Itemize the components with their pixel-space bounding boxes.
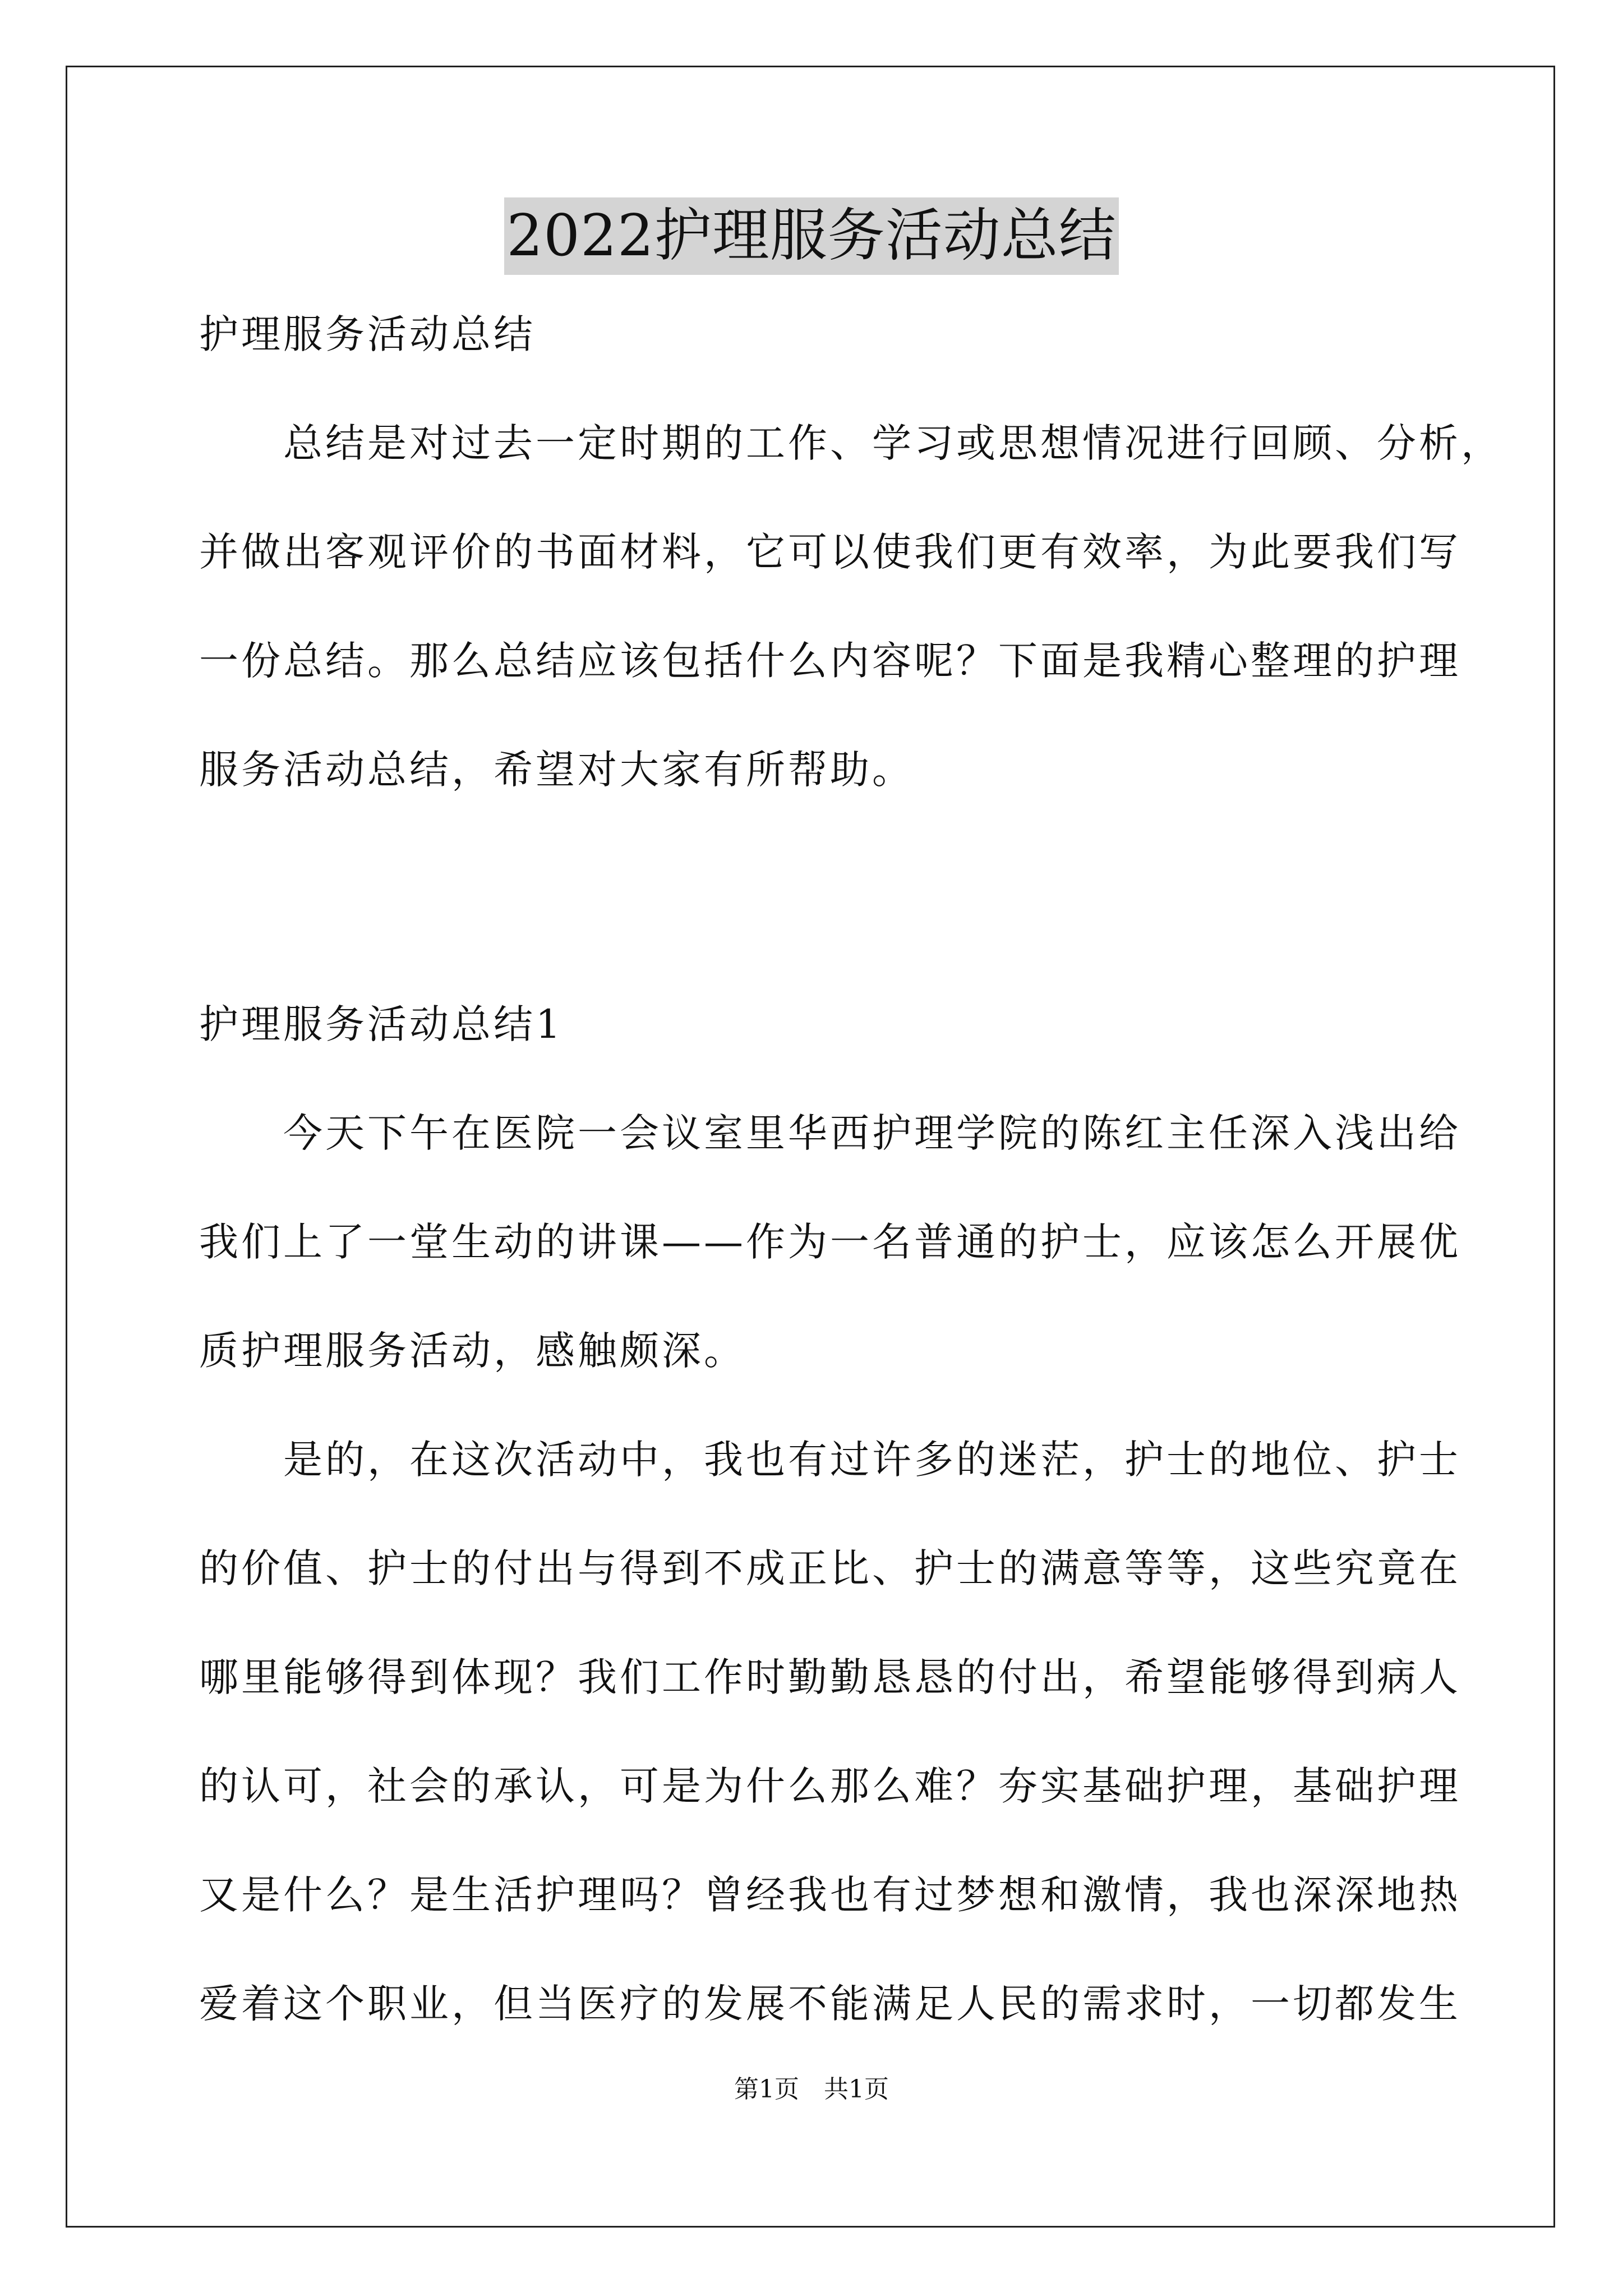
paragraph-line: 服务活动总结，希望对大家有所帮助。 (199, 747, 914, 793)
paragraph-line: 我们上了一堂生动的讲课——作为一名普通的护士，应该怎么开展优 (199, 1219, 1461, 1265)
paragraph-line: 总结是对过去一定时期的工作、学习或思想情况进行回顾、分析， (199, 420, 1503, 466)
page-title: 2022护理服务活动总结 (504, 197, 1119, 275)
paragraph-line: 哪里能够得到体现？我们工作时勤勤恳恳的付出，希望能够得到病人 (199, 1654, 1461, 1700)
paragraph-line: 今天下午在医院一会议室里华西护理学院的陈红主任深入浅出给 (199, 1110, 1461, 1156)
paragraph-line: 一份总结。那么总结应该包括什么内容呢？下面是我精心整理的护理 (199, 638, 1461, 684)
section-heading: 护理服务活动总结1 (199, 1001, 564, 1047)
paragraph-line: 质护理服务活动，感触颇深。 (199, 1328, 746, 1374)
paragraph-line: 又是什么？是生活护理吗？曾经我也有过梦想和激情，我也深深地热 (199, 1872, 1461, 1918)
title-wrap (0, 197, 1623, 275)
paragraph-line: 的价值、护士的付出与得到不成正比、护士的满意等等，这些究竟在 (199, 1545, 1461, 1591)
section-heading: 护理服务活动总结 (199, 311, 536, 357)
paragraph-line: 并做出客观评价的书面材料，它可以使我们更有效率，为此要我们写 (199, 529, 1461, 575)
paragraph-line: 是的，在这次活动中，我也有过许多的迷茫，护士的地位、护士 (199, 1437, 1461, 1483)
page-footer: 第1页 共1页 (734, 2075, 889, 2104)
paragraph-line: 的认可，社会的承认，可是为什么那么难？夯实基础护理，基础护理 (199, 1763, 1461, 1809)
paragraph-line: 爱着这个职业，但当医疗的发展不能满足人民的需求时，一切都发生 (199, 1981, 1461, 2027)
